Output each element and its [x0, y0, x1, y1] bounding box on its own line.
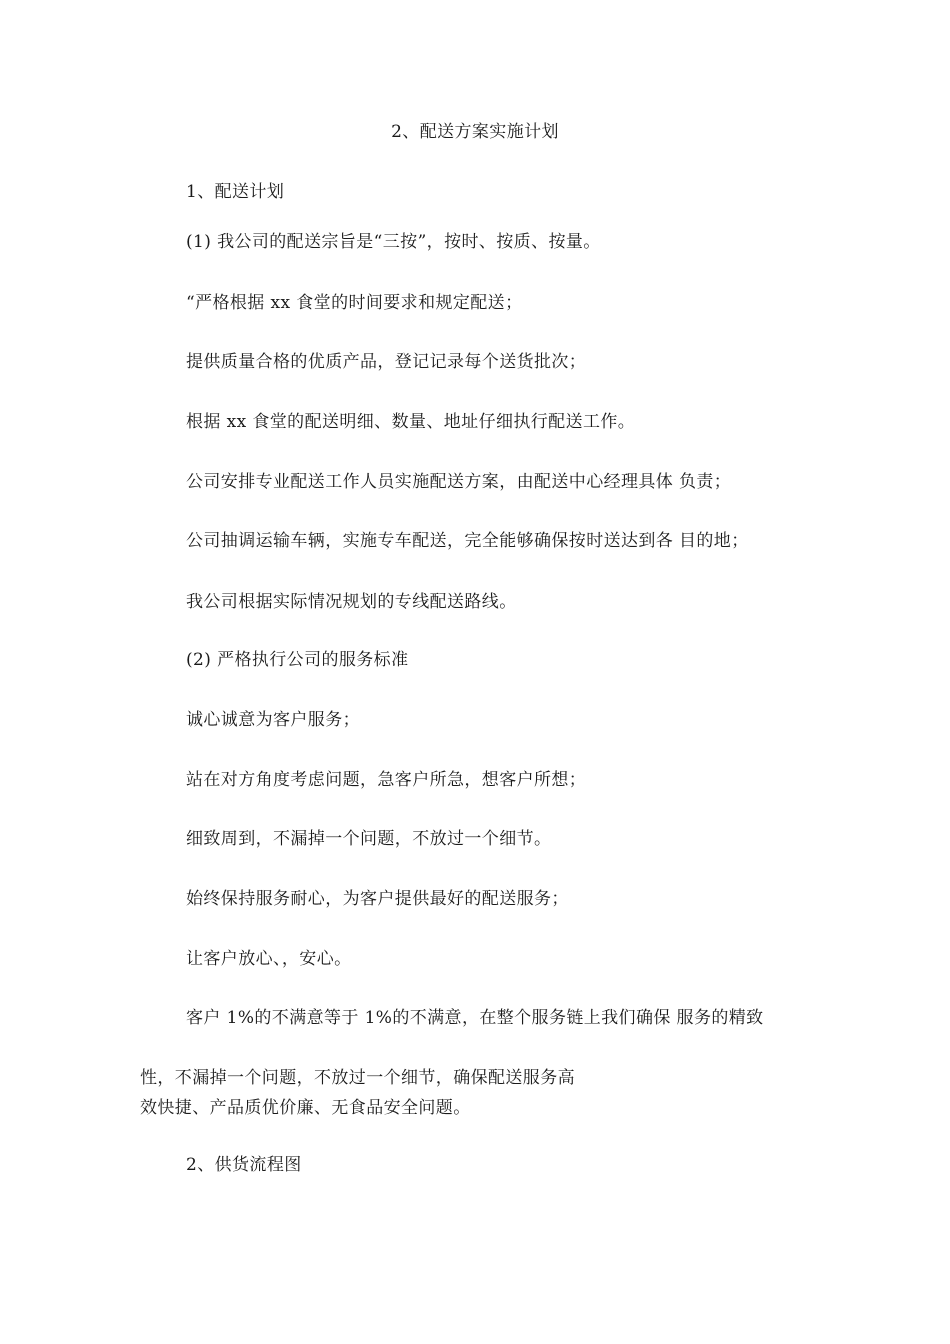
item-heading-service-standard: (2) 严格执行公司的服务标准: [186, 650, 409, 670]
section-heading-supply-flowchart: 2、供货流程图: [186, 1155, 302, 1175]
closing-paragraph-line-2: 性，不漏掉一个问题，不放过一个细节，确保配送服务高: [140, 1068, 575, 1088]
document-title: 2、配送方案实施计划: [391, 122, 559, 142]
list-item: 站在对方角度考虑问题，急客户所急，想客户所想；: [186, 770, 587, 790]
list-item: 始终保持服务耐心，为客户提供最好的配送服务；: [186, 889, 569, 909]
list-item: 诚心诚意为客户服务；: [186, 710, 360, 730]
list-item: 细致周到，不漏掉一个问题，不放过一个细节。: [186, 829, 552, 849]
list-item: 让客户放心、，安心。: [186, 949, 352, 969]
list-item: 公司安排专业配送工作人员实施配送方案，由配送中心经理具体 负责；: [186, 472, 732, 492]
list-item: 根据 xx 食堂的配送明细、数量、地址仔细执行配送工作。: [186, 412, 636, 432]
item-heading-delivery-principle: (1) 我公司的配送宗旨是“三按”，按时、按质、按量。: [186, 232, 601, 252]
list-item: 我公司根据实际情况规划的专线配送路线。: [186, 592, 517, 612]
list-item: “严格根据 xx 食堂的时间要求和规定配送；: [186, 293, 523, 313]
closing-paragraph-line-3: 效快捷、产品质优价廉、无食品安全问题。: [140, 1098, 471, 1118]
section-heading-delivery-plan: 1、配送计划: [186, 182, 285, 202]
list-item: 公司抽调运输车辆，实施专车配送，完全能够确保按时送达到各 目的地；: [186, 531, 749, 551]
closing-paragraph-line-1: 客户 1%的不满意等于 1%的不满意，在整个服务链上我们确保 服务的精致: [186, 1008, 764, 1028]
list-item: 提供质量合格的优质产品，登记记录每个送货批次；: [186, 352, 587, 372]
